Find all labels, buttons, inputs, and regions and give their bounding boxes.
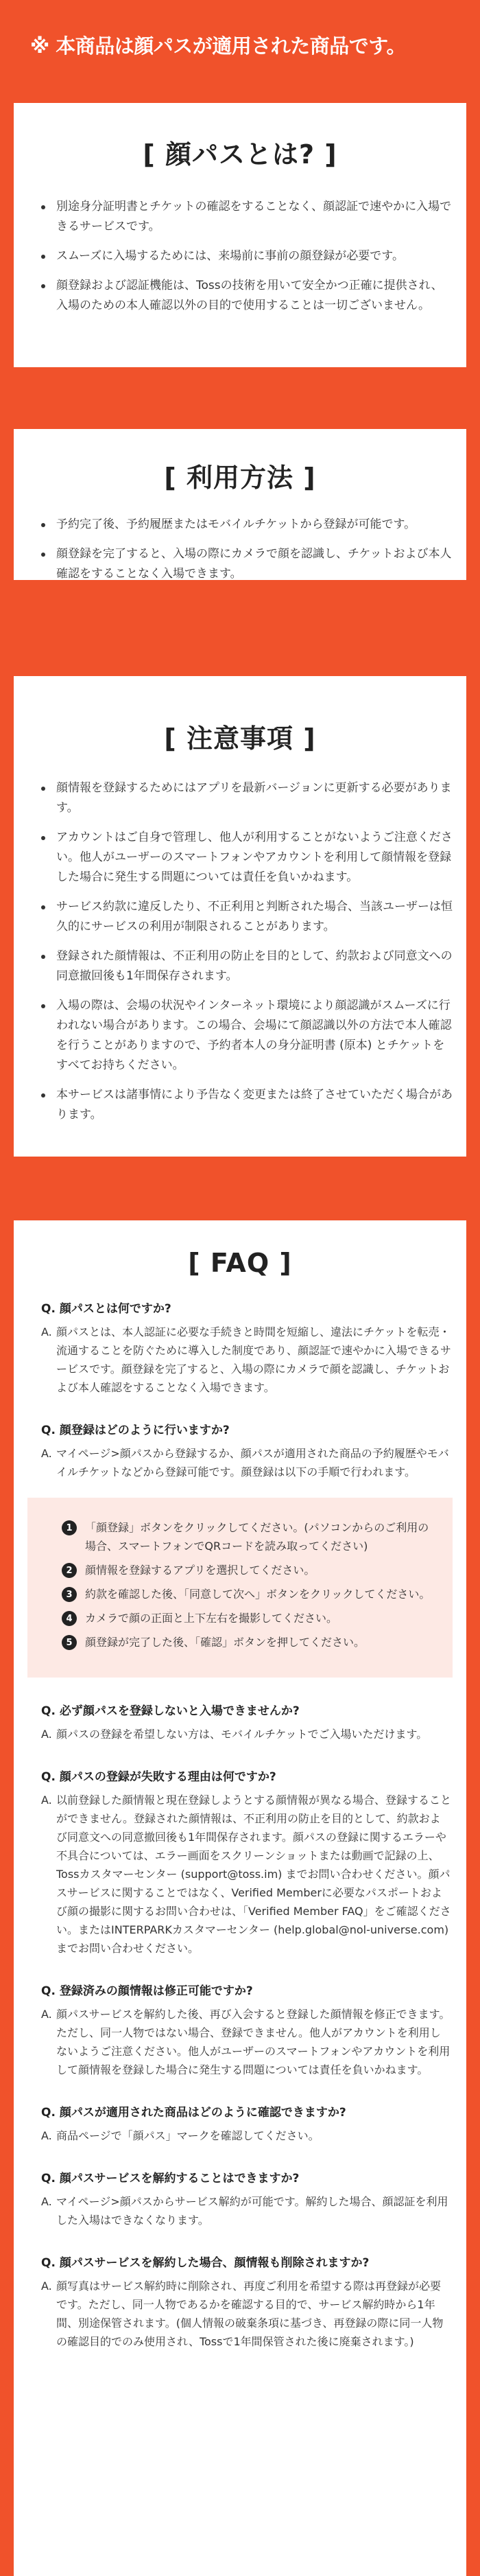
faq-question: Q. 顔登録はどのように行いますか? [41, 1424, 230, 1437]
answer-mark: A. [41, 2195, 52, 2208]
faq-item [41, 1767, 451, 1958]
faq-answer-text: 以前登録した顔情報と現在登録しようとする顔情報が異なる場合、登録することができません。登録された顔情報は、不正利用の防止を目的として、約款および同意文への同意撤回後も1年間保存されます。顔パスの登録に関するエラーや不具合については、エラー画面をスクリーンショットまたは動画で記録の上、Tossカスタマーセンター (support@toss.im) までお問い合わせください。顔パスサービスに関することではなく、Verified Memberに必要なパスポートおよび顔の撮影に関するお問い合わせは、「Verified Member FAQ」をご確認ください。またはINTERPARKカスタマーセンター (help.global@nol-universe.com) までお問い合わせください。 [56, 1794, 452, 1955]
answer-mark: A. [41, 2129, 52, 2142]
step-item [62, 1561, 432, 1579]
answer-mark: A. [41, 2008, 52, 2021]
list-item: 顔情報を登録するためにはアプリを最新バージョンに更新する必要があります。 [41, 778, 453, 818]
step-text: 顔登録が完了した後、「確認」ボタンを押してください。 [85, 1636, 365, 1649]
faq-answer [41, 1323, 451, 1397]
faq-question: Q. 顔パスサービスを解約した場合、顔情報も削除されますか? [41, 2256, 370, 2270]
answer-mark: A. [41, 1447, 52, 1460]
step-item [62, 1518, 432, 1555]
list-item: 顔登録を完了すると、入場の際にカメラで顔を認識し、チケットおよび本人確認をすることなく入場できます。 [41, 544, 453, 584]
list-item: 本サービスは諸事情により予告なく変更または終了させていただく場合があります。 [41, 1085, 453, 1125]
faq-answer [41, 1444, 451, 1481]
step-text: カメラで顔の正面と上下左右を撮影してください。 [85, 1612, 338, 1625]
step-item [62, 1633, 432, 1651]
notes-list [14, 778, 466, 1125]
about-title: [ 顔パスとは? ] [143, 139, 337, 170]
step-item [62, 1585, 432, 1603]
faq-answer-text: 顔パスの登録を希望しない方は、モバイルチケットでご入場いただけます。 [56, 1728, 428, 1741]
faq-list [14, 1299, 466, 2351]
faq-answer-text: 顔写真はサービス解約時に削除され、再度ご利用を希望する際は再登録が必要です。ただし、同一人物であるかを確認する目的で、サービス解約時から1年間、別途保管されます。(個人情報の破棄条項に基づき、再登録の際に同一人物の確認目的でのみ使用され、Tossで1年間保管された後に廃棄されます。) [56, 2279, 444, 2348]
list-item: スムーズに入場するためには、来場前に事前の顔登録が必要です。 [41, 246, 453, 266]
step-number: 5 [62, 1635, 77, 1650]
faq-item [41, 2102, 451, 2145]
list-item: 予約完了後、予約履歴またはモバイルチケットから登録が可能です。 [41, 515, 453, 535]
faq-answer [41, 2277, 451, 2351]
list-item: 登録された顔情報は、不正利用の防止を目的として、約款および同意文への同意撤回後も1年間保存されます。 [41, 947, 453, 986]
list-item: 別途身分証明書とチケットの確認をすることなく、顔認証で速やかに入場できるサービスです。 [41, 197, 453, 237]
faq-answer-text: 顔パスサービスを解約した後、再び入会すると登録した顔情報を修正できます。ただし、同一人物ではない場合、登録できません。他人がアカウントを利用しないようご注意ください。他人がユーザーのスマートフォンやアカウントを利用して顔情報を登録した場合に発生する問題については責任を負いかねます。 [56, 2008, 451, 2076]
list-item: 入場の際は、会場の状況やインターネット環境により顔認識がスムーズに行われない場合があります。この場合、会場にて顔認識以外の方法で本人確認を行うことがありますので、予約者本人の身分証明書 (原本) とチケットをすべてお持ちください。 [41, 996, 453, 1076]
usage-title: [ 利用方法 ] [164, 463, 316, 493]
list-item: アカウントはご自身で管理し、他人が利用することがないようご注意ください。他人がユーザーのスマートフォンやアカウントを利用して顔情報を登録した場合に発生する問題については責任を負いかねます。 [41, 828, 453, 887]
faq-answer-text: マイページ>顔パスから登録するか、顔パスが適用された商品の予約履歴やモバイルチケットなどから登録可能です。顔登録は以下の手順で行われます。 [56, 1447, 449, 1478]
faq-answer [41, 2005, 451, 2079]
faq-question: Q. 顔パスサービスを解約することはできますか? [41, 2172, 300, 2185]
step-text: 約款を確認した後、「同意して次へ」ボタンをクリックしてください。 [85, 1588, 431, 1601]
step-number: 1 [62, 1520, 77, 1535]
registration-steps [27, 1498, 453, 1678]
faq-item [41, 1420, 451, 1678]
step-item [62, 1609, 432, 1627]
step-number: 2 [62, 1563, 77, 1578]
usage-list [14, 515, 466, 584]
faq-question: Q. 必ず顔パスを登録しないと入場できませんか? [41, 1704, 300, 1718]
notice-banner [0, 0, 480, 89]
faq-question: Q. 顔パスとは何ですか? [41, 1302, 171, 1316]
faq-answer-text: 商品ページで「顔パス」マークを確認してください。 [56, 2129, 320, 2142]
step-text: 「顔登録」ボタンをクリックしてください。(パソコンからのご利用の場合、スマートフォンでQRコードを読み取ってください) [85, 1521, 429, 1553]
answer-mark: A. [41, 2279, 52, 2293]
answer-mark: A. [41, 1794, 52, 1807]
faq-answer-text: マイページ>顔パスからサービス解約が可能です。解約した場合、顔認証を利用した入場はできなくなります。 [56, 2195, 448, 2227]
faq-item [41, 2168, 451, 2229]
list-item: 顔登録および認証機能は、Tossの技術を用いて安全かつ正確に提供され、入場のための本人確認以外の目的で使用することは一切ございません。 [41, 276, 453, 316]
faq-title: [ FAQ ] [188, 1248, 292, 1278]
notice-text: ※ 本商品は顔パスが適用された商品です。 [30, 34, 406, 58]
faq-answer-text: 顔パスとは、本人認証に必要な手続きと時間を短縮し、違法にチケットを転売・流通することを防ぐために導入した制度であり、顔認証で速やかに入場できるサービスです。顔登録を完了すると、入場の際にカメラで顔を認識し、チケットおよび本人確認をすることなく入場できます。 [56, 1325, 452, 1394]
faq-item [41, 1981, 451, 2079]
faq-question: Q. 顔パスが適用された商品はどのように確認できますか? [41, 2106, 346, 2120]
faq-answer [41, 2192, 451, 2229]
faq-answer [41, 1791, 451, 1958]
step-number: 3 [62, 1587, 77, 1602]
faq-item [41, 1299, 451, 1397]
faq-answer [41, 2126, 451, 2145]
step-number: 4 [62, 1611, 77, 1626]
about-card [14, 103, 466, 367]
faq-card [14, 1220, 466, 2576]
usage-card [14, 429, 466, 580]
about-list [14, 197, 466, 316]
list-item: サービス約款に違反したり、不正利用と判断された場合、当該ユーザーは恒久的にサービスの利用が制限されることがあります。 [41, 897, 453, 937]
faq-question: Q. 顔パスの登録が失敗する理由は何ですか? [41, 1770, 276, 1784]
faq-item [41, 1701, 451, 1743]
answer-mark: A. [41, 1325, 52, 1338]
answer-mark: A. [41, 1728, 52, 1741]
faq-answer [41, 1725, 451, 1743]
notes-title: [ 注意事項 ] [164, 723, 316, 754]
notes-card [14, 676, 466, 1157]
faq-item [41, 2253, 451, 2351]
step-text: 顔情報を登録するアプリを選択してください。 [85, 1564, 315, 1577]
faq-question: Q. 登録済みの顔情報は修正可能ですか? [41, 1984, 253, 1998]
